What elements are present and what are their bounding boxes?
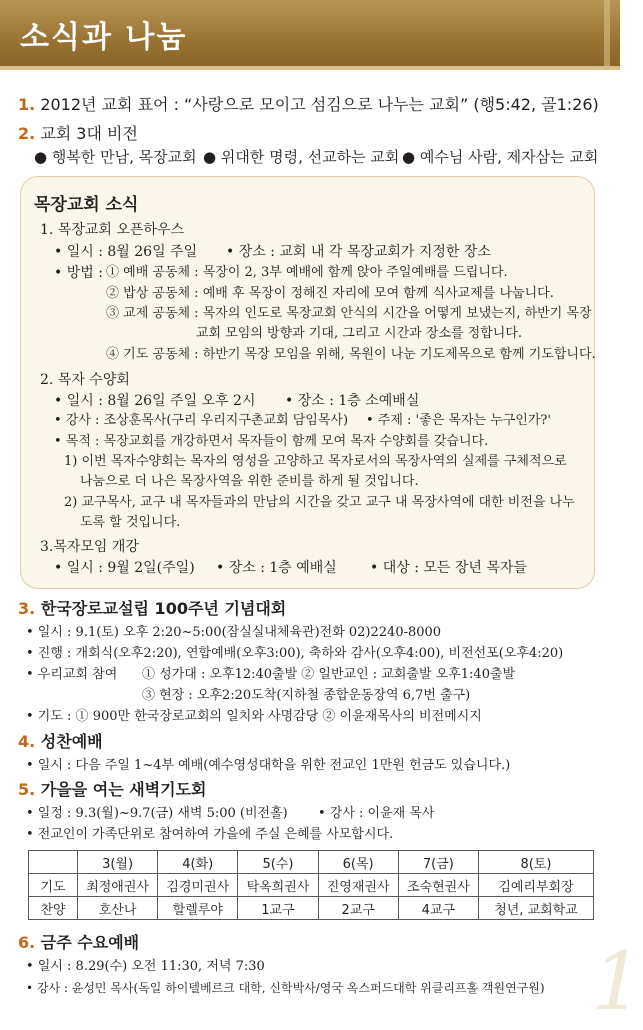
box-title: 목장교회 소식 [34, 195, 139, 215]
section-1 [18, 95, 599, 115]
method-3-cont: 교회 모임의 방향과 기대, 그리고 시간과 장소를 정합니다. [196, 326, 523, 341]
openhouse-place: • 장소 : 교회 내 각 목장교회가 지정한 장소 [226, 244, 491, 260]
table-row [29, 874, 594, 897]
retreat-date: • 일시 : 8월 26일 주일 오후 2시 [54, 393, 256, 409]
table-cell: 기도 [29, 874, 78, 897]
vision-2: ● 위대한 명령, 선교하는 교회 [203, 148, 400, 166]
table-cell: 진영재권사 [318, 874, 398, 897]
table-cell: 4교구 [398, 897, 478, 920]
anniv-date: • 일시 : 9.1(토) 오후 2:20~5:00(잠실실내체육관)전화 02)2240-8000 [26, 625, 442, 640]
section-1-number: 1. [18, 95, 36, 114]
openhouse-date: • 일시 : 8월 26일 주일 [54, 244, 198, 260]
method-1: ① 예배 공동체 : 목장이 2, 3부 예배에 함께 앉아 주일예배를 드립니다. [106, 265, 508, 280]
anniv-program: • 진행 : 개회식(오후2:20), 연합예배(오후3:00), 축하와 감사(오후4:00), 비전선포(오후4:20) [26, 646, 564, 661]
anniv-prayer: • 기도 : ① 900만 한국장로교회의 일치와 사명감당 ② 이윤재목사의 비전메시지 [26, 709, 482, 724]
section-4-heading [18, 733, 103, 751]
section-6-title: 금주 수요예배 [40, 933, 140, 952]
retreat-detail-1: 1) 이번 목자수양회는 목자의 영성을 고양하고 목자로서의 목장사역의 실제를 구체적으로 [64, 454, 567, 469]
meeting-date: • 일시 : 9월 2일(주일) [54, 560, 195, 576]
page-title: 소식과 나눔 [20, 20, 188, 55]
section-2-number: 2. [18, 124, 36, 143]
table-cell: 1교구 [238, 897, 318, 920]
section-4-title: 성찬예배 [40, 732, 103, 751]
table-row [29, 897, 594, 920]
table-header-cell: 6(목) [318, 851, 398, 874]
retreat-detail-2-cont: 도록 할 것입니다. [80, 515, 181, 530]
retreat-place: • 장소 : 1층 소예배실 [285, 393, 420, 409]
section-3-heading [18, 600, 286, 618]
anniv-our-church-label: • 우리교회 참여 [26, 667, 118, 682]
section-1-text: 2012년 교회 표어 : “사랑으로 모이고 섬김으로 나누는 교회” (행5:42, 골1:26) [40, 95, 599, 114]
meeting-heading: 3.목자모임 개강 [40, 539, 139, 555]
table-header-cell: 5(수) [238, 851, 318, 874]
meeting-place: • 장소 : 1층 예배실 [216, 560, 337, 576]
table-cell: 호산나 [78, 897, 158, 920]
table-header-cell [29, 851, 78, 874]
table-cell: 최정애권사 [78, 874, 158, 897]
dawn-speaker: • 강사 : 이윤재 목사 [318, 806, 435, 821]
wednesday-date: • 일시 : 8.29(수) 오전 11:30, 저녁 7:30 [26, 959, 265, 974]
vision-1: ● 행복한 만남, 목장교회 [34, 148, 197, 166]
meeting-target: • 대상 : 모든 장년 목자들 [370, 560, 527, 576]
table-cell: 김예리부회장 [479, 874, 594, 897]
banner-divider [604, 0, 610, 66]
vision-3: ● 예수님 사람, 제자삼는 교회 [402, 148, 599, 166]
openhouse-method-label: • 방법 : [54, 265, 103, 281]
retreat-purpose: • 목적 : 목장교회를 개강하면서 목자들이 함께 모여 목자 수양회를 갖습니다. [54, 434, 489, 449]
table-header-cell: 3(월) [78, 851, 158, 874]
table-cell: 할렐루야 [158, 897, 238, 920]
section-2-title: 교회 3대 비전 [40, 124, 138, 143]
anniv-our-church-1: ① 성가대 : 오후12:40출발 ② 일반교인 : 교회출발 오후1:40출발 [142, 667, 516, 682]
retreat-speaker: • 강사 : 조상훈목사(구리 우리지구촌교회 담임목사) [54, 413, 349, 428]
retreat-theme: • 주제 : '좋은 목자는 누구인가?' [366, 413, 551, 428]
table-header-cell: 4(화) [158, 851, 238, 874]
retreat-detail-1-cont: 나눔으로 더 나은 목장사역을 위한 준비를 하게 될 것입니다. [80, 474, 419, 489]
section-2-heading [18, 124, 138, 144]
table-cell: 2교구 [318, 897, 398, 920]
table-header-cell: 7(금) [398, 851, 478, 874]
section-3-number: 3. [18, 599, 36, 618]
dawn-note: • 전교인이 가족단위로 참여하여 가을에 주실 은혜를 사모합시다. [26, 827, 394, 842]
table-cell: 청년, 교회학교 [479, 897, 594, 920]
dawn-schedule-table [28, 850, 594, 920]
method-3: ③ 교제 공동체 : 목자의 인도로 목장교회 안식의 시간을 어떻게 보냈는지, 하반기 목장 [106, 306, 592, 321]
section-6-number: 6. [18, 933, 36, 952]
section-3-title: 한국장로교설립 100주년 기념대회 [40, 599, 287, 618]
table-cell: 찬양 [29, 897, 78, 920]
retreat-heading: 2. 목자 수양회 [40, 372, 130, 388]
retreat-detail-2: 2) 교구목사, 교구 내 목자들과의 만남의 시간을 갖고 교구 내 목장사역에 대한 비전을 나누 [64, 495, 575, 510]
method-4: ④ 기도 공동체 : 하반기 목장 모임을 위해, 목원이 나눈 기도제목으로 함께 기도합니다. [106, 347, 596, 362]
table-header-row [29, 851, 594, 874]
dawn-date: • 일정 : 9.3(월)~9.7(금) 새벽 5:00 (비전홀) [26, 806, 288, 821]
method-2: ② 밥상 공동체 : 예배 후 목장이 정해진 자리에 모여 함께 식사교제를 나눕니다. [106, 286, 554, 301]
section-5-number: 5. [18, 780, 36, 799]
table-cell: 조숙현권사 [398, 874, 478, 897]
communion-date: • 일시 : 다음 주일 1~4부 예배(예수영성대학을 위한 전교인 1만원 헌금도 있습니다.) [26, 758, 511, 773]
table-cell: 김경미권사 [158, 874, 238, 897]
anniv-our-church-2: ③ 현장 : 오후2:20도착(지하철 종합운동장역 6,7번 출구) [142, 688, 471, 703]
section-5-title: 가을을 여는 새벽기도회 [40, 780, 207, 799]
section-4-number: 4. [18, 732, 36, 751]
section-5-heading [18, 781, 207, 799]
openhouse-heading: 1. 목장교회 오픈하우스 [40, 222, 184, 238]
table-header-cell: 8(토) [479, 851, 594, 874]
section-6-heading [18, 934, 139, 952]
wednesday-speaker: • 강사 : 윤성민 목사(독일 하이델베르크 대학, 신학박사/영국 옥스퍼드대학 위클리프홀 객원연구원) [26, 981, 545, 995]
table-cell: 탁옥희권사 [238, 874, 318, 897]
header-banner [0, 0, 620, 70]
page-number: 1 [592, 935, 643, 1028]
